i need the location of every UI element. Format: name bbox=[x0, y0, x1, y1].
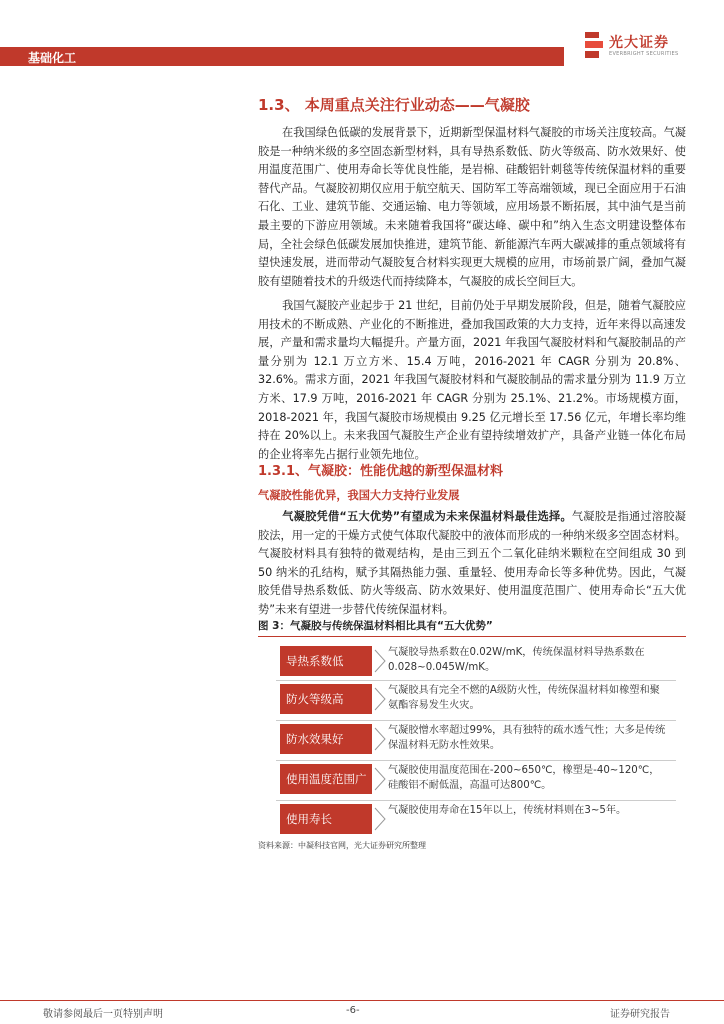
brand-logo bbox=[583, 30, 711, 64]
figure-row-label: 使用寿长 bbox=[280, 804, 372, 834]
paragraph-advantages-lead: 气凝胶凭借“五大优势”有望成为未来保温材料最佳选择。 bbox=[282, 510, 572, 523]
figure-row bbox=[276, 642, 676, 678]
paragraph-intro-text: 在我国绿色低碳的发展背景下，近期新型保温材料气凝胶的市场关注度较高。气凝胶是一种纳米级的多空固态新型材料，具有导热系数低、防火等级高、防水效果好、使用温度范围广、使用寿命长等优良性能，是岩棉、硅酸铝针刺毯等传统保温材料的重要替代产品。气凝胶初期仅应用于航空航天、国防军工等高端领域，现已全面应用于石油石化、工业、建筑节能、交通运输、电力等领域，应用场景不断拓展，其中油气是当前最主要的下游应用领域。未来随着我国将“碳达峰、碳中和”纳入生态文明建设整体布局，全社会绿色低碳发展加快推进，建筑节能、新能源汽车两大碳减排的重点领域将有望快速发展，进而带动气凝胶复合材料实现更大规模的应用，市场前景广阔，叠加气凝胶有望随着技术的升级迭代而持续降本，气凝胶的成长空间巨大。 bbox=[258, 126, 686, 288]
page-number: -6- bbox=[346, 1005, 360, 1016]
paragraph-industry bbox=[258, 297, 686, 464]
advantages-figure bbox=[276, 642, 676, 837]
report-type: 证券研究报告 bbox=[610, 1009, 670, 1020]
chevron-right-icon bbox=[372, 684, 388, 714]
figure-row-text: 气凝胶导热系数在0.02W/mK，传统保温材料导热系数在0.028~0.045W/mK。 bbox=[388, 647, 645, 673]
paragraph-advantages bbox=[258, 508, 686, 620]
figure-row bbox=[276, 800, 676, 836]
figure-row-text: 气凝胶具有完全不燃的A级防火性，传统保温材料如橡塑和聚氨酯容易发生火灾。 bbox=[388, 685, 660, 711]
subsection-title: 1.3.1、气凝胶：性能优越的新型保温材料 bbox=[258, 464, 504, 479]
paragraph-intro bbox=[258, 124, 686, 291]
figure-row bbox=[276, 680, 676, 716]
paragraph-advantages-text: 气凝胶是指通过溶胶凝胶法，用一定的干燥方式使气体取代凝胶中的液体而形成的一种纳米级多空固态材料。气凝胶材料具有独特的微观结构，是由三到五个二氧化硅纳米颗粒在空间组成 30 到 50 纳米的孔结构，赋予其隔热能力强、重量轻、使用寿命长等多种优势。因此，气凝胶凭借导热系数低、防火等级高、防水效果好、使用温度范围广、使用寿命长“五大优势”未来有望进一步替代传统保温材料。 bbox=[258, 510, 686, 616]
figure-row-label: 使用温度范围广 bbox=[280, 764, 372, 794]
subsection-heading: 气凝胶性能优异，我国大力支持行业发展 bbox=[258, 489, 460, 502]
figure-row-label: 防水效果好 bbox=[280, 724, 372, 754]
brand-logo-icon bbox=[583, 30, 605, 60]
figure-divider bbox=[276, 800, 676, 801]
section-title: 1.3、 本周重点关注行业动态——气凝胶 bbox=[258, 96, 530, 114]
figure-row-text: 气凝胶使用温度范围在-200~650℃，橡塑是-40~120℃，硅酸铝不耐低温，高温可达800℃。 bbox=[388, 765, 660, 791]
footer-divider bbox=[0, 1000, 724, 1001]
figure-row-label: 导热系数低 bbox=[280, 646, 372, 676]
chevron-right-icon bbox=[372, 646, 388, 676]
section-tag: 基础化工 bbox=[28, 51, 77, 65]
figure-row-text: 气凝胶使用寿命在15年以上，传统材料则在3~5年。 bbox=[388, 805, 627, 816]
figure-source: 资料来源：中凝科技官网，光大证券研究所整理 bbox=[258, 841, 426, 850]
brand-subtitle: EVERBRIGHT SECURITIES bbox=[609, 51, 679, 57]
footer-disclaimer: 敬请参阅最后一页特别声明 bbox=[43, 1009, 163, 1020]
figure-row-text: 气凝胶憎水率超过99%，具有独特的疏水透气性；大多是传统保温材料无防水性效果。 bbox=[388, 725, 666, 751]
chevron-right-icon bbox=[372, 724, 388, 754]
section-tag-bar bbox=[0, 47, 564, 66]
paragraph-industry-text: 我国气凝胶产业起步于 21 世纪，目前仍处于早期发展阶段，但是，随着气凝胶应用技术的不断成熟、产业化的不断推进，叠加我国政策的大力支持，近年来得以高速发展，产量和需求量均大幅提升。产量方面，2021 年我国气凝胶材料和气凝胶制品的产量分别为 12.1 万立方米、15.4 万吨，2016-2021 年 CAGR 分别为 20.8%、32.6%。需求方面，2021 年我国气凝胶材料和气凝胶制品的需求量分别为 11.9 万立方米、17.9 万吨，2016-2021 年 CAGR 分别为 25.1%、21.2%。市场规模方面，2018-2021 年，我国气凝胶市场规模由 9.25 亿元增长至 17.56 亿元，年增长率均维持在 20%以上。未来我国气凝胶生产企业有望持续增效扩产，具备产业链一体化布局的企业将率先占据行业领先地位。 bbox=[258, 299, 686, 461]
chevron-right-icon bbox=[372, 764, 388, 794]
figure-divider bbox=[276, 680, 676, 681]
figure-row bbox=[276, 720, 676, 756]
figure-divider bbox=[276, 720, 676, 721]
figure-divider bbox=[276, 760, 676, 761]
brand-name: 光大证券 bbox=[609, 35, 669, 51]
chevron-right-icon bbox=[372, 804, 388, 834]
figure-row-label: 防火等级高 bbox=[280, 684, 372, 714]
figure-caption: 图 3：气凝胶与传统保温材料相比具有“五大优势” bbox=[258, 618, 686, 637]
figure-row bbox=[276, 760, 676, 796]
